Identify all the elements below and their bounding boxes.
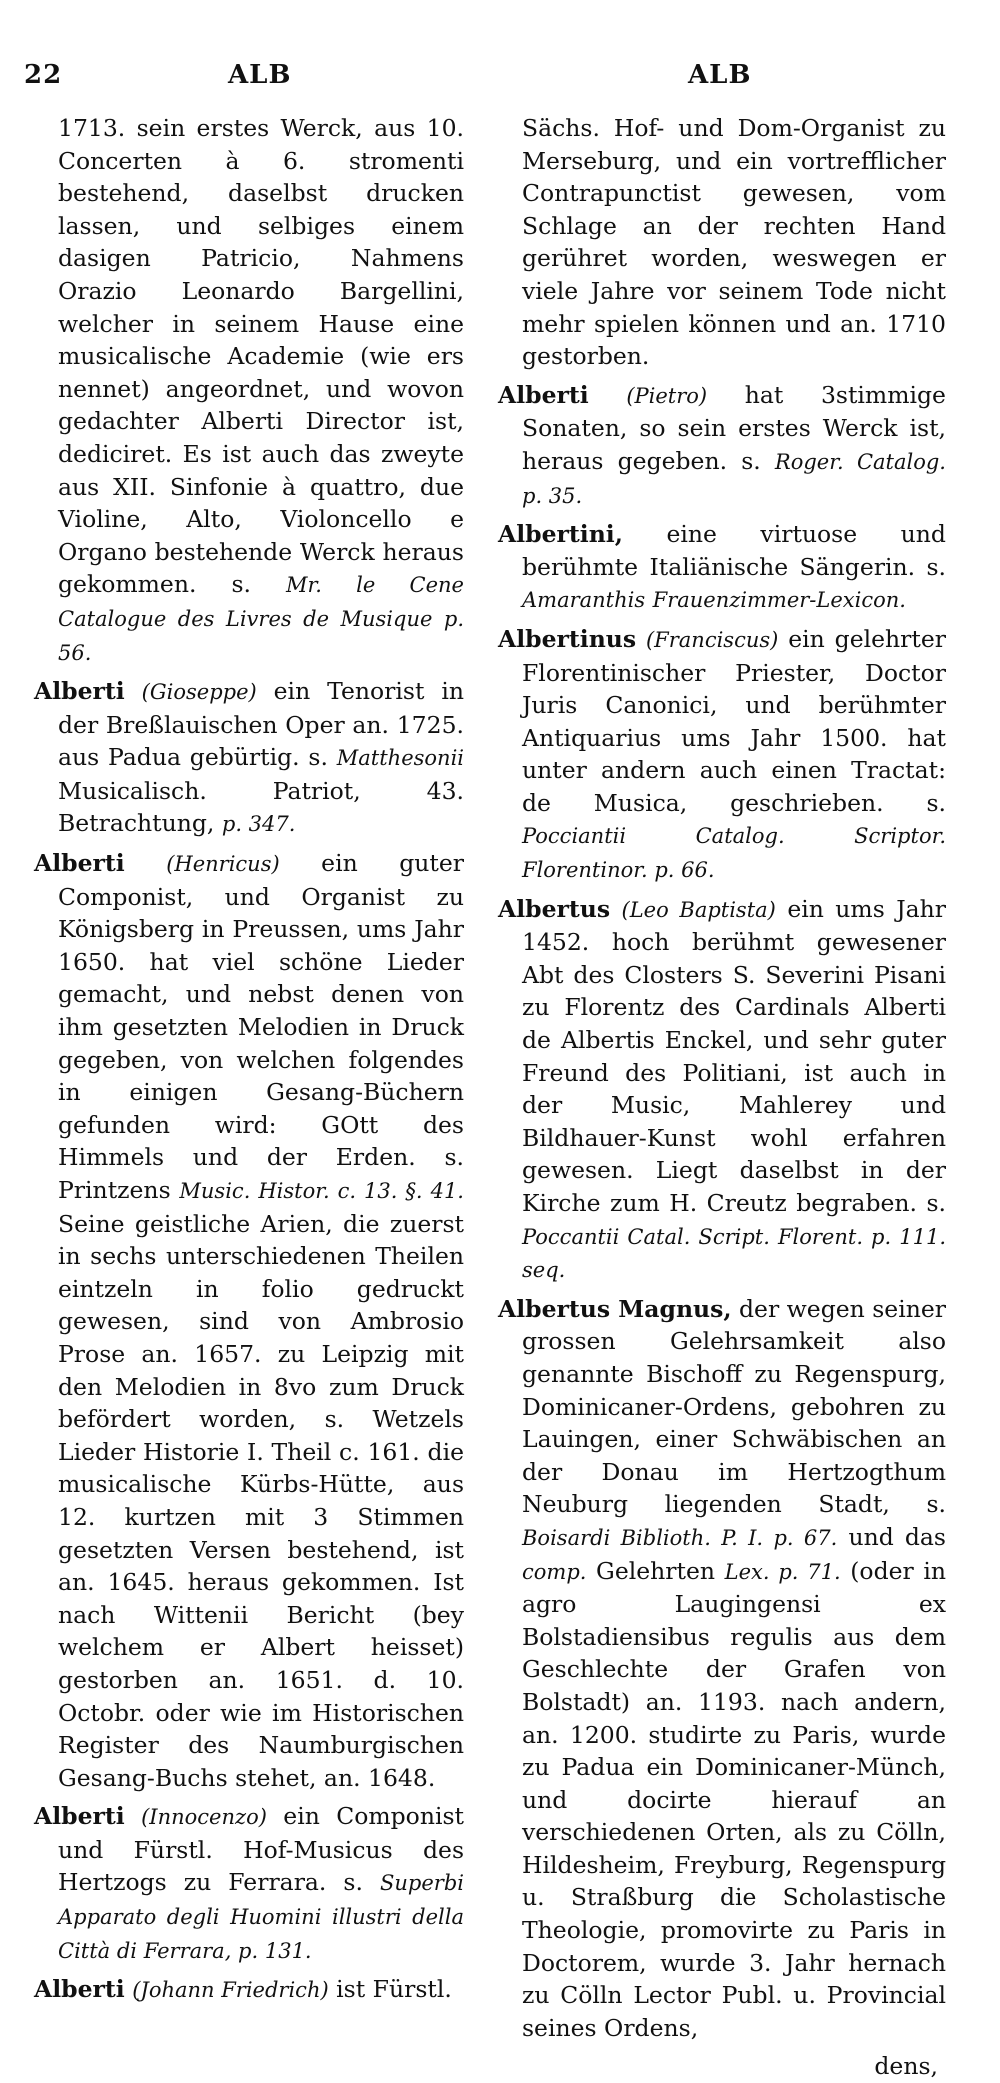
- page-number: 22: [24, 60, 63, 90]
- entry-reference: Lex. p. 71.: [724, 1559, 841, 1584]
- entry-text: hat 3stimmige Sonaten, so sein erstes Werck ist, heraus gegeben. s.: [522, 380, 946, 475]
- entry-text: eine virtuose und berühmte Italiänische Sängerin. s.: [522, 520, 946, 581]
- entry-albertus-leo-baptista: [498, 893, 946, 1287]
- entry-alberti-henricus: [34, 847, 464, 1794]
- entry-lemma: Alberti: [34, 677, 125, 706]
- entry-text: ein guter Componist, und Organist zu Königsberg in Preussen, ums Jahr 1650. hat viel schöne Lieder gemacht, und nebst denen von ihm gesetzten Melodien in Druck gegeben, von welchen folgendes in einigen Gesang-Büchern gefunden wird: GOtt des Himmels und der Erden. s. Printzens: [58, 849, 464, 1204]
- entry-given-name: (Johann Friedrich): [132, 1978, 329, 2003]
- entry-text: ist Fürstl.: [336, 1975, 452, 2004]
- entry-text: (oder in agro Laugingensi ex Bolstadiensibus regulis aus dem Geschlechte der Grafen von Bolstadt) an. 1193. nach andern, an. 1200. studirte zu Paris, wurde zu Padua ein Dominicaner-Münch, und docirte hierauf an verschiedenen Orten, als zu Cölln, Hildesheim, Freyburg, Regenspurg u. Straßburg die Scholastische Theologie, promovirte zu Paris in Doctorem, wurde 3. Jahr hernach zu Cölln Lector Publ. u. Provincial seines Ordens,: [522, 1556, 946, 2042]
- entry-reference: Frauenzimmer-Lexicon.: [652, 588, 906, 613]
- entry-reference: Pocciantii Catalog. Scriptor. Florentinor. p. 66.: [522, 824, 946, 883]
- entry-text: ein Tenorist in der Breßlauischen Oper an. 1725. aus Padua gebürtig. s.: [58, 677, 464, 772]
- catchword: dens,: [874, 2052, 938, 2081]
- left-column: [34, 112, 464, 2013]
- entry-reference: comp.: [522, 1559, 587, 1584]
- entry-reference: Poccantii Catal. Script. Florent. p. 111. seq.: [522, 1224, 946, 1283]
- entry-reference: Superbi Apparato degli Huomini illustri della Città di Ferrara, p. 131.: [58, 1871, 464, 1963]
- entry-lemma: Alberti: [34, 1975, 125, 2004]
- entry-alberti-gioseppe: [34, 675, 464, 841]
- entry-given-name: (Gioseppe): [141, 680, 257, 705]
- entry-alberti-pietro: [498, 379, 946, 512]
- entry-text: ein gelehrter Florentinischer Priester, Doctor Juris Canonici, und berühmter Antiquarius ums Jahr 1500. hat unter andern auch einen Tractat: de Musica, geschrieben. s.: [522, 624, 946, 817]
- entry-text: ein ums Jahr 1452. hoch berühmt gewesener Abt des Closters S. Severini Pisani zu Florentz des Cardinals Alberti de Albertis Enckel, und sehr guter Freund des Politiani, ist auch in der Music, Mahlerey und Bildhauer-Kunst wohl erfahren gewesen. Liegt daselbst in der Kirche zum H. Creutz begraben. s.: [522, 894, 946, 1217]
- entry-text: und das: [848, 1522, 946, 1551]
- entry-text: 1713. sein erstes Werck, aus 10. Concerten à 6. stromenti bestehend, daselbst drucken lassen, und selbiges einem dasigen Patricio, Nahmens Orazio Leonardo Bargellini, welcher in seinem Hause eine musicalische Academie (wie ers nennet) angeordnet, und wovon gedachter Alberti Director ist, dediciret. Es ist auch das zweyte aus XII. Sinfonie à quattro, due Violine, Alto, Violoncello e Organo bestehende Werck heraus gekommen. s.: [58, 114, 464, 599]
- entry-lemma: Alberti: [34, 1802, 125, 1831]
- entry-given-name: (Franciscus): [645, 627, 779, 652]
- entry-text: Seine geistliche Arien, die zuerst in sechs unterschiedenen Theilen eintzeln in folio gedruckt gewesen, sind von Ambrosio Prose an. 1657. zu Leipzig mit den Melodien in 8vo zum Druck befördert worden, s. Wetzels Lieder Historie I. Theil c. 161. die musicalische Kürbs-Hütte, aus 12. kurtzen mit 3 Stimmen gesetzten Versen bestehend, ist an. 1645. heraus gekommen. Ist nach Wittenii Bericht (bey welchem er Albert heisset) gestorben an. 1651. d. 10. Octobr. oder wie im Historischen Register des Naumburgischen Gesang-Buchs stehet, an. 1648.: [58, 1209, 464, 1792]
- entry-given-name: (Leo Baptista): [621, 897, 776, 922]
- entry-reference: Matthesonii: [336, 746, 464, 771]
- running-head-left: ALB: [228, 60, 292, 90]
- entry-text: ein Componist und Fürstl. Hof-Musicus des Hertzogs zu Ferrara. s.: [58, 1802, 464, 1897]
- entry-lemma: Alberti: [34, 849, 125, 878]
- entry-albertinus: [498, 623, 946, 887]
- entry-lemma: Albertinus: [498, 624, 637, 653]
- entry-alberti-johann-friedrich: [34, 1973, 464, 2007]
- right-column: [498, 112, 946, 2083]
- entry-given-name: (Henricus): [166, 852, 280, 877]
- entry-text: Sächs. Hof- und Dom-Organist zu Merseburg, und ein vortrefflicher Contrapunctist gewesen, vom Schlage an der rechten Hand gerühret worden, weswegen er viele Jahre vor seinem Tode nicht mehr spielen können und an. 1710 gestorben.: [522, 114, 946, 371]
- entry-text: der wegen seiner grossen Gelehrsamkeit also genannte Bischoff zu Regenspurg, Dominicaner-Ordens, gebohren zu Lauingen, einer Schwäbischen an der Donau im Hertzogthum Neuburg liegenden Stadt, s.: [522, 1294, 947, 1519]
- entry-reference: Boisardi Biblioth. P. I. p. 67.: [522, 1525, 838, 1550]
- entry-given-name: (Pietro): [626, 383, 708, 408]
- continued-entry: [498, 112, 946, 373]
- entry-lemma: Alberti: [498, 380, 589, 409]
- entry-reference: Amaranthis: [522, 588, 646, 613]
- entry-alberti-innocenzo: [34, 1800, 464, 1967]
- entry-albertus-magnus: [498, 1293, 946, 2045]
- continued-entry: [34, 112, 464, 669]
- entry-text: Musicalisch. Patriot, 43. Betrachtung,: [58, 776, 464, 838]
- entry-text: Gelehrten: [596, 1556, 716, 1585]
- entry-lemma: Albertini,: [498, 520, 623, 549]
- running-head-right: ALB: [688, 60, 752, 90]
- entry-reference: Roger. Catalog. p. 35.: [522, 449, 946, 508]
- entry-reference: Music. Histor. c. 13. §. 41.: [179, 1179, 464, 1203]
- entry-albertini: [498, 518, 946, 617]
- entry-given-name: (Innocenzo): [141, 1805, 267, 1830]
- entry-page: p. 347.: [221, 812, 296, 837]
- entry-lemma: Albertus: [498, 894, 611, 923]
- entry-reference: Mr. le Cene Catalogue des Livres de Musique p. 56.: [58, 573, 464, 665]
- entry-lemma: Albertus Magnus,: [498, 1294, 732, 1323]
